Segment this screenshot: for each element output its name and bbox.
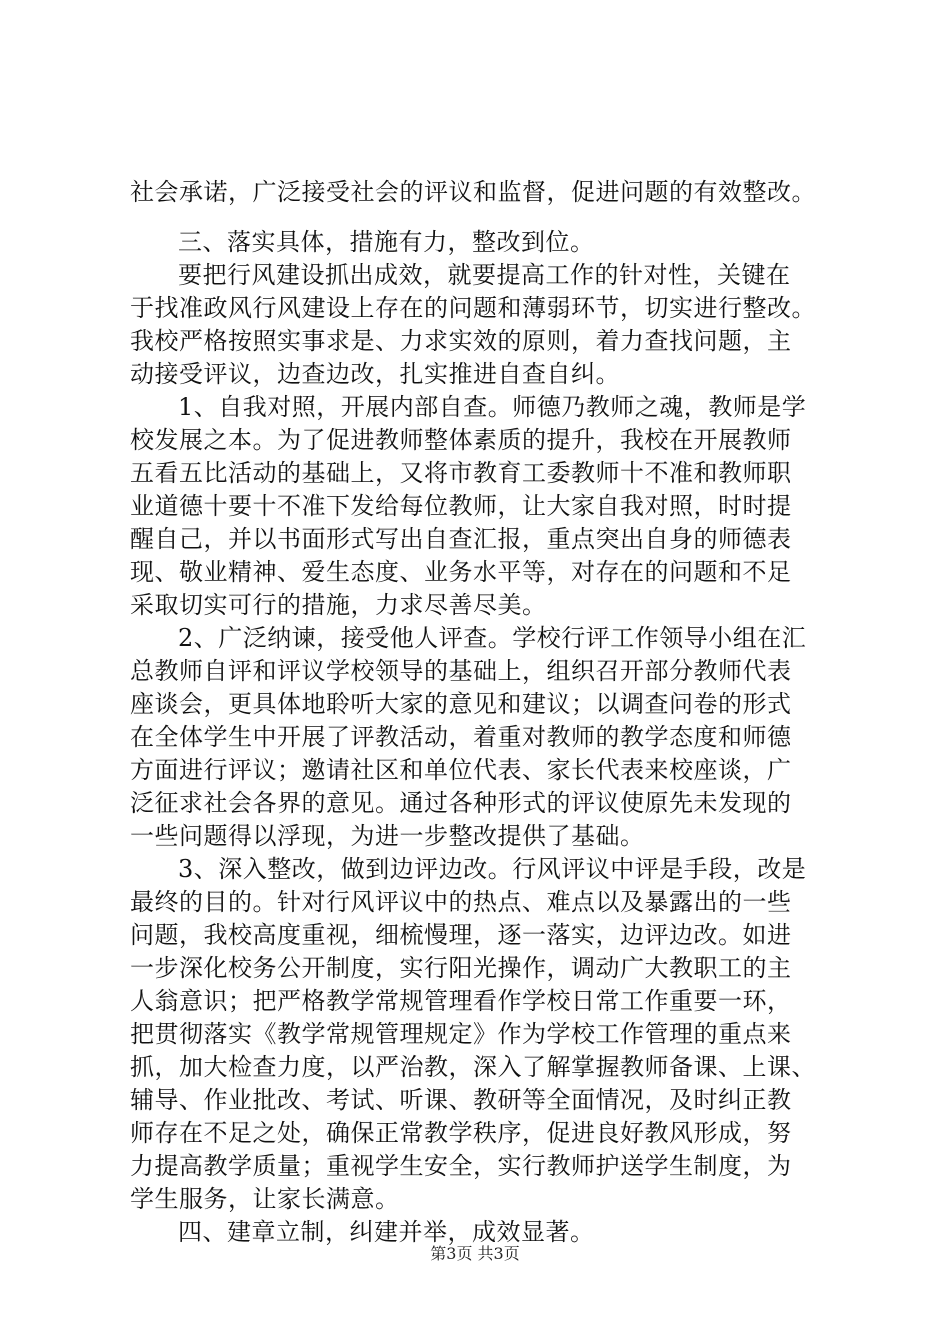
paragraph-line: 于找准政风行风建设上存在的问题和薄弱环节，切实进行整改。 (130, 294, 816, 322)
paragraph-line: 人翁意识；把严格教学常规管理看作学校日常工作重要一环， (130, 987, 792, 1015)
paragraph-line: 力提高教学质量；重视学生安全，实行教师护送学生制度，为 (130, 1152, 792, 1180)
page-footer: 第3页 共3页 (430, 1244, 520, 1263)
paragraph-line: 现、敬业精神、爱生态度、业务水平等，对存在的问题和不足 (130, 558, 792, 586)
paragraph-line: 最终的目的。针对行风评议中的热点、难点以及暴露出的一些 (130, 888, 792, 916)
paragraph-line: 抓，加大检查力度，以严治教，深入了解掌握教师备课、上课、 (130, 1053, 816, 1081)
paragraph-line: 业道德十要十不准下发给每位教师，让大家自我对照，时时提 (130, 492, 792, 520)
section-heading: 四、建章立制，纠建并举，成效显著。 (178, 1218, 595, 1246)
paragraph-line: 泛征求社会各界的意见。通过各种形式的评议使原先未发现的 (130, 789, 792, 817)
paragraph-line: 一些问题得以浮现，为进一步整改提供了基础。 (130, 822, 645, 850)
paragraph-line: 学生服务，让家长满意。 (130, 1185, 400, 1213)
paragraph-line: 把贯彻落实《教学常规管理规定》作为学校工作管理的重点来 (130, 1020, 792, 1048)
paragraph-line: 校发展之本。为了促进教师整体素质的提升，我校在开展教师 (130, 426, 792, 454)
paragraph-line: 方面进行评议；邀请社区和单位代表、家长代表来校座谈，广 (130, 756, 792, 784)
paragraph-line: 一步深化校务公开制度，实行阳光操作，调动广大教职工的主 (130, 954, 792, 982)
paragraph-line: 3、深入整改，做到边评边改。行风评议中评是手段，改是 (178, 855, 807, 883)
section-heading: 三、落实具体，措施有力，整改到位。 (178, 228, 595, 256)
paragraph-line: 我校严格按照实事求是、力求实效的原则，着力查找问题，主 (130, 327, 792, 355)
paragraph-line: 总教师自评和评议学校领导的基础上，组织召开部分教师代表 (130, 657, 792, 685)
paragraph-line: 动接受评议，边查边改，扎实推进自查自纠。 (130, 360, 620, 388)
paragraph-line: 醒自己，并以书面形式写出自查汇报，重点突出自身的师德表 (130, 525, 792, 553)
paragraph-line: 采取切实可行的措施，力求尽善尽美。 (130, 591, 547, 619)
paragraph-line: 辅导、作业批改、考试、听课、教研等全面情况，及时纠正教 (130, 1086, 792, 1114)
paragraph-line: 社会承诺，广泛接受社会的评议和监督，促进问题的有效整改。 (130, 178, 816, 206)
paragraph-line: 师存在不足之处，确保正常教学秩序，促进良好教风形成，努 (130, 1119, 792, 1147)
document-body (130, 176, 850, 1249)
paragraph-line: 在全体学生中开展了评教活动，着重对教师的教学态度和师德 (130, 723, 792, 751)
paragraph-line: 要把行风建设抓出成效，就要提高工作的针对性，关键在 (178, 261, 791, 289)
paragraph-line: 问题，我校高度重视，细梳慢理，逐一落实，边评边改。如进 (130, 921, 792, 949)
paragraph-line: 座谈会，更具体地聆听大家的意见和建议；以调查问卷的形式 (130, 690, 792, 718)
paragraph-line: 2、广泛纳谏，接受他人评查。学校行评工作领导小组在汇 (178, 624, 807, 652)
paragraph-line: 1、自我对照，开展内部自查。师德乃教师之魂，教师是学 (178, 393, 807, 421)
paragraph-line: 五看五比活动的基础上，又将市教育工委教师十不准和教师职 (130, 459, 792, 487)
